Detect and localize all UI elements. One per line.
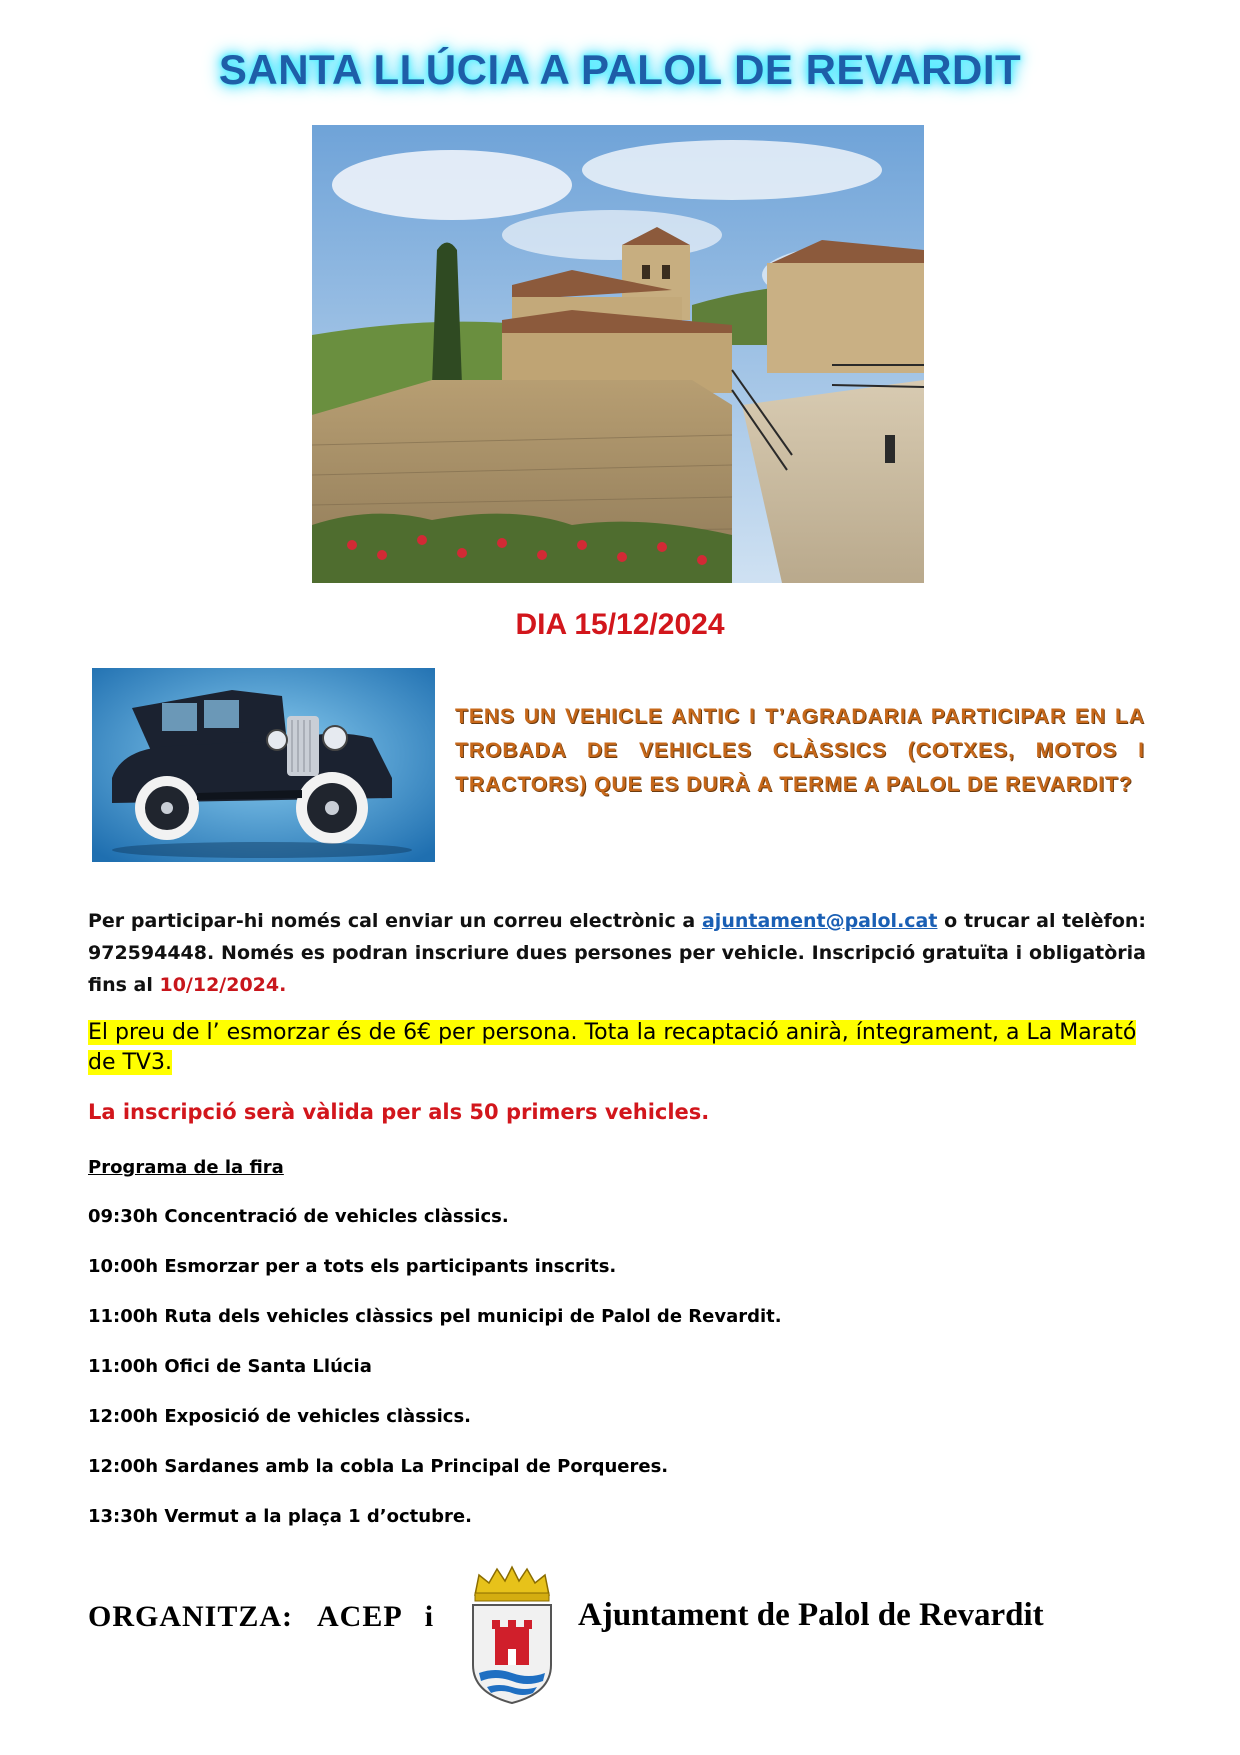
program-item: 13:30h Vermut a la plaça 1 d’octubre. [88, 1506, 472, 1527]
breakfast-note [88, 1018, 1158, 1078]
classic-car-photo [92, 668, 435, 862]
program-list [88, 1205, 782, 1555]
email-link[interactable]: ajuntament@palol.cat [701, 910, 938, 932]
program-item: 12:00h Exposició de vehicles clàssics. [88, 1406, 472, 1427]
breakfast-note-text: El preu de l’ esmorzar és de 6€ per persona. Tota la recaptació anirà, íntegrament, a La Marató de TV3. [88, 1020, 1137, 1075]
organitza-label: ORGANITZA: [88, 1600, 294, 1633]
ajuntament-name: Ajuntament de Palol de Revardit [578, 1597, 1044, 1633]
program-item: 11:00h Ofici de Santa Llúcia [88, 1356, 372, 1377]
church-photo [312, 125, 924, 583]
registration-deadline: 10/12/2024. [159, 974, 287, 996]
registration-text-1: Per participar-hi només cal enviar un correu electrònic a [88, 910, 702, 932]
conjunction: i [424, 1600, 435, 1633]
poster-title: SANTA LLÚCIA A PALOL DE REVARDIT [218, 46, 1022, 93]
acep-label: ACEP [317, 1600, 403, 1633]
registration-paragraph [88, 905, 1146, 1001]
program-item: 11:00h Ruta dels vehicles clàssics pel municipi de Palol de Revardit. [88, 1306, 782, 1327]
participation-question: TENS UN VEHICLE ANTIC I T’AGRADARIA PARTICIPAR EN LA TROBADA DE VEHICLES CLÀSSICS (COTXES, MOTOS I TRACTORS) QUE ES DURÀ A TERME A PALOL DE REVARDIT? [455, 705, 1145, 796]
limit-notice: La inscripció serà vàlida per als 50 primers vehicles. [88, 1100, 710, 1124]
organizers [88, 1600, 434, 1634]
program-title: Programa de la fira [88, 1157, 284, 1178]
program-item: 12:00h Sardanes amb la cobla La Principal de Porqueres. [88, 1456, 669, 1477]
registration-text-2: o trucar al telèfon: 972594448. Només es podran inscriure dues persones per vehicle. Inscripció gratuïta i obligatòria fins al [88, 910, 1146, 996]
program-item: 10:00h Esmorzar per a tots els participants inscrits. [88, 1256, 617, 1277]
program-item: 09:30h Concentració de vehicles clàssics. [88, 1206, 509, 1227]
event-date: DIA 15/12/2024 [515, 608, 725, 641]
coat-of-arms-icon [465, 1565, 559, 1705]
